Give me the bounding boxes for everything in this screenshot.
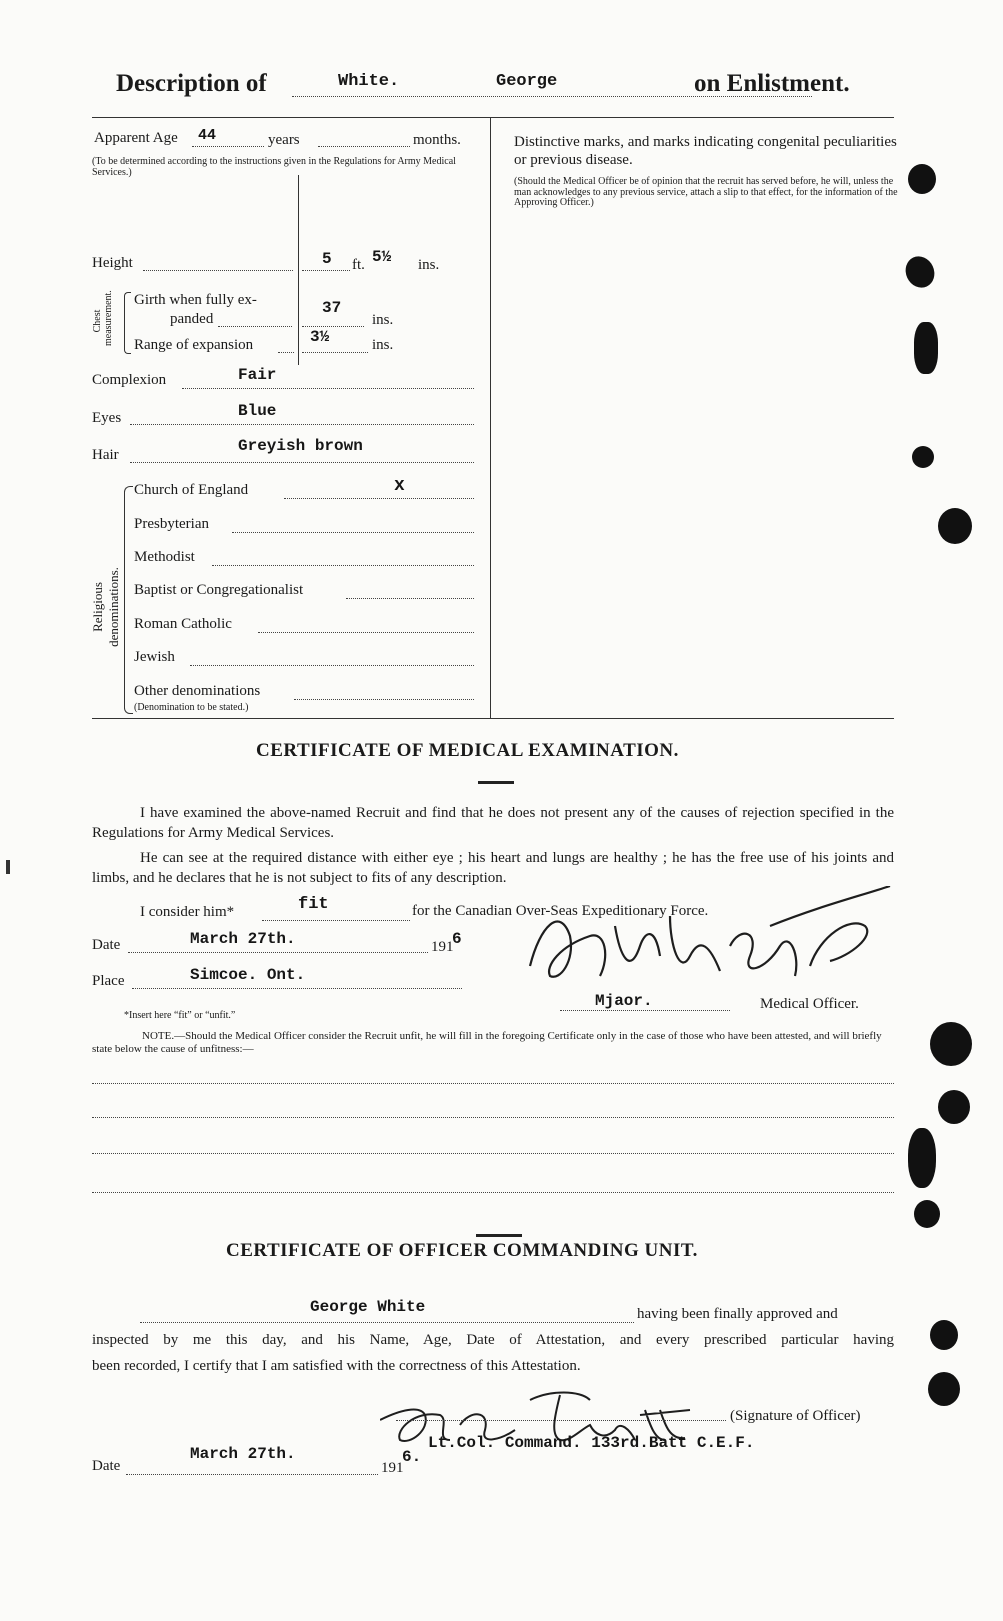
- medical-officer-label: Medical Officer.: [760, 996, 859, 1012]
- religion-dots: [284, 498, 474, 499]
- commanding-date-dots: [126, 1474, 378, 1475]
- denomination-note: (Denomination to be stated.): [134, 702, 249, 713]
- punch-hole: [901, 252, 940, 293]
- distinctive-marks-note: (Should the Medical Officer be of opinion that the recruit has served before, he will, unless the man acknowledges to any previous service, attach a slip to that effect, for the information of the Approving Officer.): [514, 176, 898, 208]
- girth-label-1: Girth when fully ex-: [134, 292, 257, 308]
- title-prefix: Description of: [116, 70, 267, 97]
- consider-dots: [262, 920, 410, 921]
- place-value: Simcoe. Ont.: [190, 966, 306, 984]
- religion-label: Church of England: [134, 482, 249, 498]
- religion-label: Other denominations: [134, 683, 261, 699]
- eyes-label: Eyes: [92, 410, 122, 426]
- place-label: Place: [92, 973, 125, 989]
- height-ft-dots: [302, 270, 350, 271]
- punch-hole: [908, 164, 936, 194]
- religions-label-text: Religious denominations.: [90, 567, 121, 647]
- eyes-value: Blue: [238, 402, 277, 420]
- religion-row-jewish: [134, 647, 480, 671]
- punch-hole: [938, 1090, 970, 1124]
- religion-dots: [190, 665, 474, 666]
- religion-row-presbyterian: [134, 514, 480, 538]
- title-suffix: on Enlistment.: [694, 70, 850, 97]
- commanding-date-label: Date: [92, 1458, 121, 1474]
- religion-row-baptist: [134, 580, 480, 604]
- religions-label: [90, 552, 122, 662]
- commanding-line-2: inspected by me this day, and his Name, Age, Date of Attestation, and every prescribed particular having: [92, 1332, 894, 1348]
- punch-hole: [908, 1128, 936, 1188]
- punch-hole: [914, 1200, 940, 1228]
- force-label: for the Canadian Over-Seas Expeditionary Force.: [412, 903, 709, 919]
- religion-row-church-of-england: [134, 476, 480, 504]
- punch-hole: [938, 508, 972, 544]
- commanding-date-value: March 27th.: [190, 1445, 296, 1463]
- religion-dots: [294, 699, 474, 700]
- girth-value-dots: [302, 326, 364, 327]
- range-unit: ins.: [372, 337, 394, 353]
- religion-mark: x: [394, 476, 405, 496]
- religions-bracket: [124, 486, 133, 714]
- religion-label: Roman Catholic: [134, 616, 232, 632]
- medical-year-suffix: 6: [452, 930, 462, 948]
- section-divider: [476, 1234, 522, 1237]
- punch-hole: [930, 1022, 972, 1066]
- girth-unit: ins.: [372, 312, 394, 328]
- religion-row-methodist: [134, 547, 480, 571]
- edge-mark: [6, 860, 10, 874]
- medical-date-dots: [128, 952, 428, 953]
- religion-label: Presbyterian: [134, 516, 209, 532]
- punch-hole: [930, 1320, 958, 1350]
- signature-label: (Signature of Officer): [730, 1408, 861, 1424]
- months-dots: [318, 146, 410, 147]
- upper-section-rule: [92, 718, 894, 719]
- unfitness-line-4: [92, 1192, 894, 1193]
- medical-officer-dots: [560, 1010, 730, 1011]
- consider-value: fit: [298, 895, 329, 914]
- form-title: [116, 68, 886, 104]
- girth-label-2: panded: [170, 311, 214, 327]
- consider-label: I consider him*: [140, 904, 235, 920]
- left-value-divider: [298, 175, 299, 365]
- range-value-dots: [302, 352, 368, 353]
- chest-measurement-label: [92, 290, 114, 346]
- unfit-note: NOTE.—Should the Medical Officer consider the Recruit unfit, he will fill in the foregoing Certificate only in the case of those who have been attested, and will briefly state below the cause of unfitness:—: [92, 1030, 882, 1055]
- column-divider: [490, 118, 491, 718]
- chest-bracket: [124, 292, 131, 354]
- complexion-label: Complexion: [92, 372, 167, 388]
- height-dots: [143, 270, 293, 271]
- commanding-year-prefix: 191: [381, 1460, 404, 1476]
- commanding-line-1: having been finally approved and: [637, 1306, 838, 1322]
- religion-dots: [346, 598, 474, 599]
- height-label: Height: [92, 255, 133, 271]
- commanding-line-3: been recorded, I certify that I am satisfied with the correctness of this Attestation.: [92, 1358, 581, 1374]
- range-value: 3½: [310, 328, 330, 346]
- range-label: Range of expansion: [134, 337, 254, 353]
- unfitness-line-2: [92, 1117, 894, 1118]
- unfitness-line-1: [92, 1083, 894, 1084]
- age-label: Apparent Age: [94, 130, 178, 146]
- religion-dots: [232, 532, 474, 533]
- age-value: 44: [198, 127, 217, 144]
- complexion-dots: [182, 388, 474, 389]
- signature-dots: [396, 1420, 726, 1421]
- medical-officer-rank: Mjaor.: [595, 992, 653, 1010]
- punch-hole: [912, 446, 934, 468]
- girth-value: 37: [322, 299, 342, 317]
- religion-dots: [258, 632, 474, 633]
- distinctive-marks-label: Distinctive marks, and marks indicating congenital peculiarities or previous disease.: [514, 134, 897, 168]
- hair-label: Hair: [92, 447, 119, 463]
- commanding-year-suffix: 6.: [402, 1448, 422, 1466]
- medical-date-value: March 27th.: [190, 930, 296, 948]
- height-in-label: ins.: [418, 257, 440, 273]
- hair-value: Greyish brown: [238, 437, 363, 455]
- heading-ornament: [478, 781, 514, 784]
- commanding-rank-value: Lt.Col. Command. 133rd.Batt C.E.F.: [428, 1434, 755, 1452]
- range-dots: [278, 352, 294, 353]
- height-ft-value: 5: [322, 250, 332, 268]
- religion-label: Baptist or Congregationalist: [134, 582, 304, 598]
- medical-certificate-heading: CERTIFICATE OF MEDICAL EXAMINATION.: [256, 740, 679, 761]
- insert-note: *Insert here “fit” or “unfit.”: [124, 1010, 236, 1021]
- age-note: (To be determined according to the instructions given in the Regulations for Army Medical Services.): [92, 156, 456, 178]
- medical-para-2: He can see at the required distance with either eye ; his heart and lungs are healthy ; he has the free use of his joints and limbs, and he declares that he is not subject to fits of any description.: [92, 850, 894, 886]
- complexion-value: Fair: [238, 366, 277, 384]
- medical-year-prefix: 191: [431, 939, 454, 955]
- punch-hole: [928, 1372, 960, 1406]
- unfitness-line-3: [92, 1153, 894, 1154]
- months-label: months.: [413, 132, 461, 148]
- eyes-dots: [130, 424, 474, 425]
- chest-measurement-text: Chest measurement.: [92, 290, 114, 346]
- years-label: years: [268, 132, 300, 148]
- age-dots: [192, 146, 264, 147]
- girth-dots: [218, 326, 292, 327]
- medical-para-1: I have examined the above-named Recruit and find that he does not present any of the causes of rejection specified in the Regulations for Army Medical Services.: [92, 805, 894, 841]
- header-rule: [92, 117, 894, 118]
- place-dots: [132, 988, 462, 989]
- religion-dots: [212, 565, 474, 566]
- medical-date-label: Date: [92, 937, 121, 953]
- religion-label: Jewish: [134, 649, 175, 665]
- recruit-name-value: George White: [310, 1298, 426, 1316]
- religion-row-roman-catholic: [134, 614, 480, 638]
- religion-label: Methodist: [134, 549, 195, 565]
- recruit-name-dots: [140, 1322, 634, 1323]
- commanding-certificate-heading: CERTIFICATE OF OFFICER COMMANDING UNIT.: [226, 1240, 698, 1261]
- hair-dots: [130, 462, 474, 463]
- height-in-value: 5½: [372, 248, 392, 266]
- punch-hole: [914, 322, 938, 374]
- surname-value: White.: [338, 72, 400, 91]
- given-name-value: George: [496, 72, 558, 91]
- height-ft-label: ft.: [352, 257, 365, 273]
